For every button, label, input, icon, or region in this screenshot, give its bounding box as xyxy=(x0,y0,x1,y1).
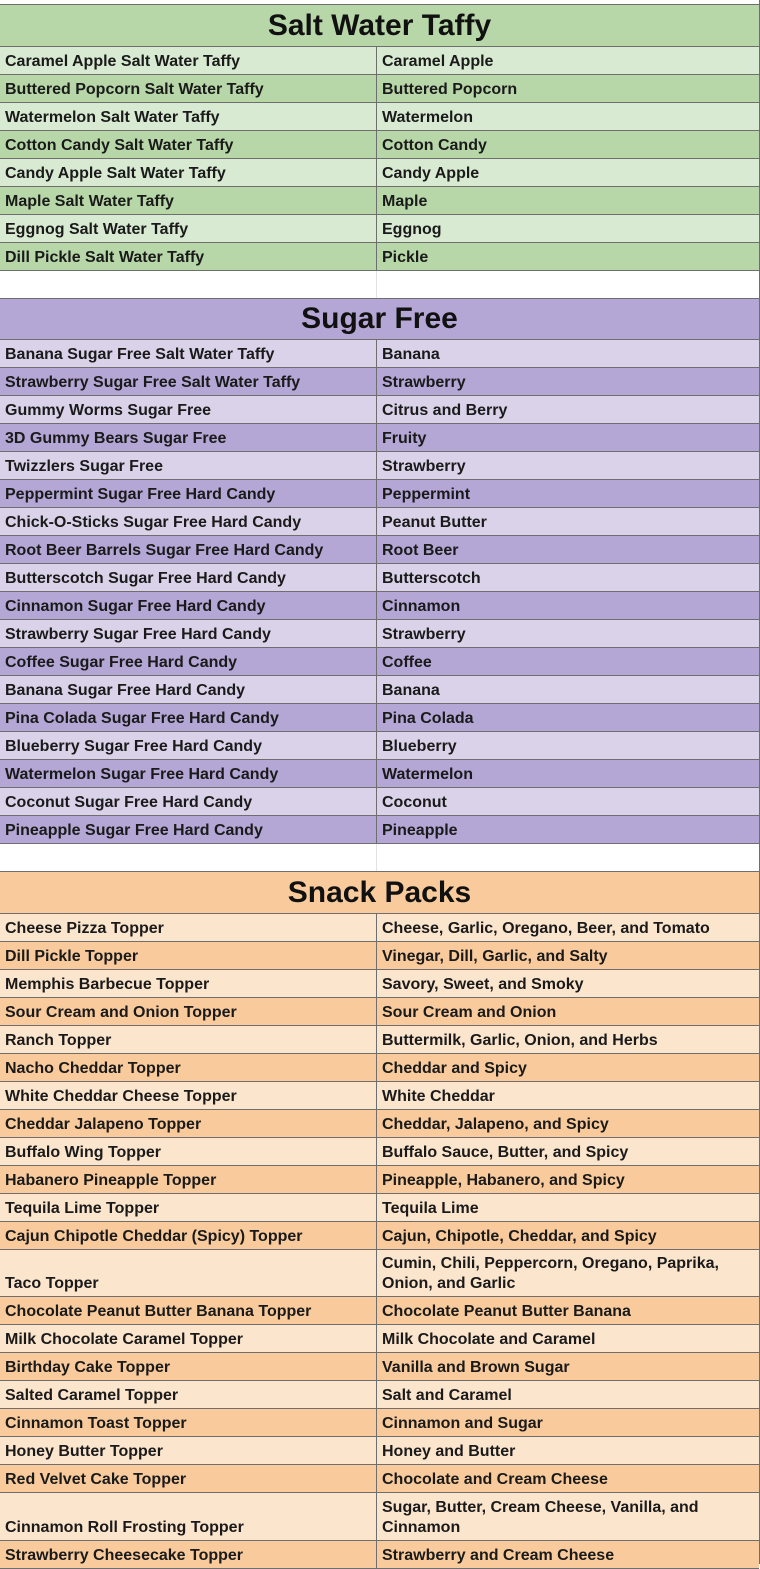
table-row xyxy=(0,1381,759,1409)
product-name-cell[interactable]: Chick-O-Sticks Sugar Free Hard Candy xyxy=(0,508,377,535)
flavor-cell[interactable]: Buffalo Sauce, Butter, and Spicy xyxy=(382,1144,629,1161)
flavor-cell[interactable]: Sour Cream and Onion xyxy=(382,1004,557,1021)
table-row xyxy=(0,396,759,424)
table-row xyxy=(0,536,759,564)
flavor-cell[interactable]: Vanilla and Brown Sugar xyxy=(382,1359,570,1376)
product-name-cell[interactable]: Tequila Lime Topper xyxy=(0,1194,377,1221)
table-row xyxy=(0,1222,759,1250)
product-name-cell[interactable]: Strawberry Sugar Free Salt Water Taffy xyxy=(0,368,377,395)
flavor-cell[interactable]: Candy Apple xyxy=(382,165,480,182)
column-divider xyxy=(376,271,377,298)
table-row xyxy=(0,1297,759,1325)
product-name-cell[interactable]: Strawberry Cheesecake Topper xyxy=(0,1541,377,1568)
flavor-cell[interactable]: Tequila Lime xyxy=(382,1200,479,1217)
product-name-cell[interactable]: Pina Colada Sugar Free Hard Candy xyxy=(0,704,377,731)
flavor-cell[interactable]: Watermelon xyxy=(382,109,473,126)
product-name-cell[interactable]: Memphis Barbecue Topper xyxy=(0,970,377,997)
flavor-cell[interactable]: Buttermilk, Garlic, Onion, and Herbs xyxy=(382,1032,658,1049)
product-name-cell[interactable]: Cinnamon Toast Topper xyxy=(0,1409,377,1436)
section-header-sugar-free: Sugar Free xyxy=(0,298,759,340)
table-row xyxy=(0,970,759,998)
product-name-cell[interactable]: 3D Gummy Bears Sugar Free xyxy=(0,424,377,451)
flavor-cell[interactable]: Cinnamon and Sugar xyxy=(382,1415,543,1432)
flavor-cell[interactable]: Honey and Butter xyxy=(382,1443,516,1460)
table-row xyxy=(0,340,759,368)
table-row xyxy=(0,368,759,396)
table-row xyxy=(0,676,759,704)
flavor-cell[interactable]: Vinegar, Dill, Garlic, and Salty xyxy=(382,948,608,965)
flavor-cell[interactable]: Root Beer xyxy=(382,542,459,559)
table-row xyxy=(0,1325,759,1353)
product-name-cell[interactable]: Gummy Worms Sugar Free xyxy=(0,396,377,423)
flavor-cell[interactable]: Cumin, Chili, Peppercorn, Oregano, Paprika, Onion, and Garlic xyxy=(382,1255,719,1292)
flavor-cell[interactable]: Pineapple, Habanero, and Spicy xyxy=(382,1172,625,1189)
table-row xyxy=(0,760,759,788)
product-name-cell[interactable]: Buffalo Wing Topper xyxy=(0,1138,377,1165)
flavor-cell[interactable]: Chocolate and Cream Cheese xyxy=(382,1471,608,1488)
product-name-cell[interactable]: Coffee Sugar Free Hard Candy xyxy=(0,648,377,675)
flavor-cell[interactable]: Coffee xyxy=(382,654,432,671)
product-name-cell[interactable]: Milk Chocolate Caramel Topper xyxy=(0,1325,377,1352)
table-row xyxy=(0,592,759,620)
flavor-cell[interactable]: Strawberry and Cream Cheese xyxy=(382,1547,615,1564)
flavor-cell[interactable]: Watermelon xyxy=(382,766,473,783)
product-name-cell[interactable]: Root Beer Barrels Sugar Free Hard Candy xyxy=(0,536,377,563)
flavor-cell[interactable]: Cotton Candy xyxy=(382,137,487,154)
section-header-snack-packs: Snack Packs xyxy=(0,871,759,914)
product-name-cell[interactable]: Chocolate Peanut Butter Banana Topper xyxy=(0,1297,377,1324)
table-row xyxy=(0,1409,759,1437)
table-row xyxy=(0,452,759,480)
table-row xyxy=(0,508,759,536)
table-row xyxy=(0,1250,759,1297)
blank-row xyxy=(0,271,759,298)
column-divider xyxy=(376,844,377,871)
table-row xyxy=(0,1541,759,1569)
table-row xyxy=(0,1166,759,1194)
product-name-cell[interactable]: Candy Apple Salt Water Taffy xyxy=(0,159,377,186)
table-row xyxy=(0,1110,759,1138)
flavor-cell[interactable]: Butterscotch xyxy=(382,570,481,587)
flavor-cell[interactable]: Pickle xyxy=(382,249,429,266)
product-name-cell[interactable]: Caramel Apple Salt Water Taffy xyxy=(0,47,377,74)
product-name-cell[interactable]: Coconut Sugar Free Hard Candy xyxy=(0,788,377,815)
flavor-cell[interactable]: Eggnog xyxy=(382,221,442,238)
product-name-cell[interactable]: Buttered Popcorn Salt Water Taffy xyxy=(0,75,377,102)
table-row xyxy=(0,788,759,816)
product-name-cell[interactable]: Butterscotch Sugar Free Hard Candy xyxy=(0,564,377,591)
table-row xyxy=(0,942,759,970)
product-name-cell[interactable]: Eggnog Salt Water Taffy xyxy=(0,215,377,242)
table-row xyxy=(0,215,759,243)
product-name-cell[interactable]: White Cheddar Cheese Topper xyxy=(0,1082,377,1109)
flavor-cell[interactable]: Pina Colada xyxy=(382,710,474,727)
product-name-cell[interactable]: Honey Butter Topper xyxy=(0,1437,377,1464)
product-name-cell[interactable]: Watermelon Sugar Free Hard Candy xyxy=(0,760,377,787)
product-name-cell[interactable]: Dill Pickle Salt Water Taffy xyxy=(0,243,377,270)
product-name-cell[interactable]: Cajun Chipotle Cheddar (Spicy) Topper xyxy=(0,1222,377,1249)
product-name-cell[interactable]: Dill Pickle Topper xyxy=(0,942,377,969)
table-row xyxy=(0,75,759,103)
flavor-cell[interactable]: Salt and Caramel xyxy=(382,1387,512,1404)
flavor-cell[interactable]: Maple xyxy=(382,193,428,210)
blank-row xyxy=(0,844,759,871)
table-row xyxy=(0,424,759,452)
table-row xyxy=(0,1437,759,1465)
flavor-cell[interactable]: Blueberry xyxy=(382,738,457,755)
product-name-cell[interactable]: Banana Sugar Free Salt Water Taffy xyxy=(0,340,377,367)
product-name-cell[interactable]: Cinnamon Roll Frosting Topper xyxy=(0,1493,377,1540)
product-name-cell[interactable]: Habanero Pineapple Topper xyxy=(0,1166,377,1193)
flavor-cell[interactable]: White Cheddar xyxy=(382,1088,495,1105)
flavor-cell[interactable]: Chocolate Peanut Butter Banana xyxy=(382,1303,631,1320)
table-row xyxy=(0,131,759,159)
product-name-cell[interactable]: Cheddar Jalapeno Topper xyxy=(0,1110,377,1137)
flavor-cell[interactable]: Coconut xyxy=(382,794,447,811)
table-row xyxy=(0,187,759,215)
table-row xyxy=(0,480,759,508)
flavor-cell[interactable]: Buttered Popcorn xyxy=(382,81,518,98)
product-name-cell[interactable]: Birthday Cake Topper xyxy=(0,1353,377,1380)
table-row xyxy=(0,103,759,131)
product-name-cell[interactable]: Twizzlers Sugar Free xyxy=(0,452,377,479)
flavor-cell[interactable]: Banana xyxy=(382,682,440,699)
flavor-cell[interactable]: Milk Chocolate and Caramel xyxy=(382,1331,596,1348)
product-name-cell[interactable]: Banana Sugar Free Hard Candy xyxy=(0,676,377,703)
flavor-cell[interactable]: Citrus and Berry xyxy=(382,402,508,419)
table-row xyxy=(0,159,759,187)
table-row xyxy=(0,243,759,271)
product-name-cell[interactable]: Sour Cream and Onion Topper xyxy=(0,998,377,1025)
product-name-cell[interactable]: Red Velvet Cake Topper xyxy=(0,1465,377,1492)
table-row xyxy=(0,1138,759,1166)
table-row xyxy=(0,1465,759,1493)
product-name-cell[interactable]: Pineapple Sugar Free Hard Candy xyxy=(0,816,377,843)
table-row xyxy=(0,1054,759,1082)
product-name-cell[interactable]: Peppermint Sugar Free Hard Candy xyxy=(0,480,377,507)
table-row xyxy=(0,620,759,648)
flavor-cell[interactable]: Sugar, Butter, Cream Cheese, Vanilla, and Cinnamon xyxy=(382,1499,699,1536)
table-row xyxy=(0,816,759,844)
table-row xyxy=(0,1353,759,1381)
table-row xyxy=(0,1493,759,1541)
flavor-cell[interactable]: Cheddar and Spicy xyxy=(382,1060,527,1077)
flavor-cell[interactable]: Cheddar, Jalapeno, and Spicy xyxy=(382,1116,609,1133)
section-header-salt-water-taffy: Salt Water Taffy xyxy=(0,4,759,47)
product-name-cell[interactable]: Strawberry Sugar Free Hard Candy xyxy=(0,620,377,647)
flavor-cell[interactable]: Fruity xyxy=(382,430,427,447)
flavor-cell[interactable]: Strawberry xyxy=(382,626,466,643)
product-name-cell[interactable]: Blueberry Sugar Free Hard Candy xyxy=(0,732,377,759)
table-row xyxy=(0,1194,759,1222)
product-name-cell[interactable]: Salted Caramel Topper xyxy=(0,1381,377,1408)
table-row xyxy=(0,1026,759,1054)
flavor-cell[interactable]: Savory, Sweet, and Smoky xyxy=(382,976,584,993)
table-row xyxy=(0,998,759,1026)
product-name-cell[interactable]: Maple Salt Water Taffy xyxy=(0,187,377,214)
flavor-cell[interactable]: Pineapple xyxy=(382,822,458,839)
table-row xyxy=(0,564,759,592)
flavor-cell[interactable]: Cajun, Chipotle, Cheddar, and Spicy xyxy=(382,1228,657,1245)
product-name-cell[interactable]: Watermelon Salt Water Taffy xyxy=(0,103,377,130)
flavor-cell[interactable]: Strawberry xyxy=(382,458,466,475)
product-name-cell[interactable]: Nacho Cheddar Topper xyxy=(0,1054,377,1081)
table-row xyxy=(0,47,759,75)
flavor-cell[interactable]: Cinnamon xyxy=(382,598,461,615)
table-row xyxy=(0,648,759,676)
flavor-cell[interactable]: Strawberry xyxy=(382,374,466,391)
table-row xyxy=(0,704,759,732)
product-name-cell[interactable]: Cheese Pizza Topper xyxy=(0,914,377,941)
flavor-cell[interactable]: Caramel Apple xyxy=(382,53,494,70)
flavor-cell[interactable]: Peanut Butter xyxy=(382,514,487,531)
product-name-cell[interactable]: Ranch Topper xyxy=(0,1026,377,1053)
product-name-cell[interactable]: Cinnamon Sugar Free Hard Candy xyxy=(0,592,377,619)
product-name-cell[interactable]: Taco Topper xyxy=(0,1250,377,1296)
flavor-cell[interactable]: Banana xyxy=(382,346,440,363)
table-row xyxy=(0,1082,759,1110)
flavor-cell[interactable]: Cheese, Garlic, Oregano, Beer, and Tomato xyxy=(382,920,710,937)
flavor-cell[interactable]: Peppermint xyxy=(382,486,471,503)
table-row xyxy=(0,914,759,942)
product-name-cell[interactable]: Cotton Candy Salt Water Taffy xyxy=(0,131,377,158)
table-row xyxy=(0,732,759,760)
